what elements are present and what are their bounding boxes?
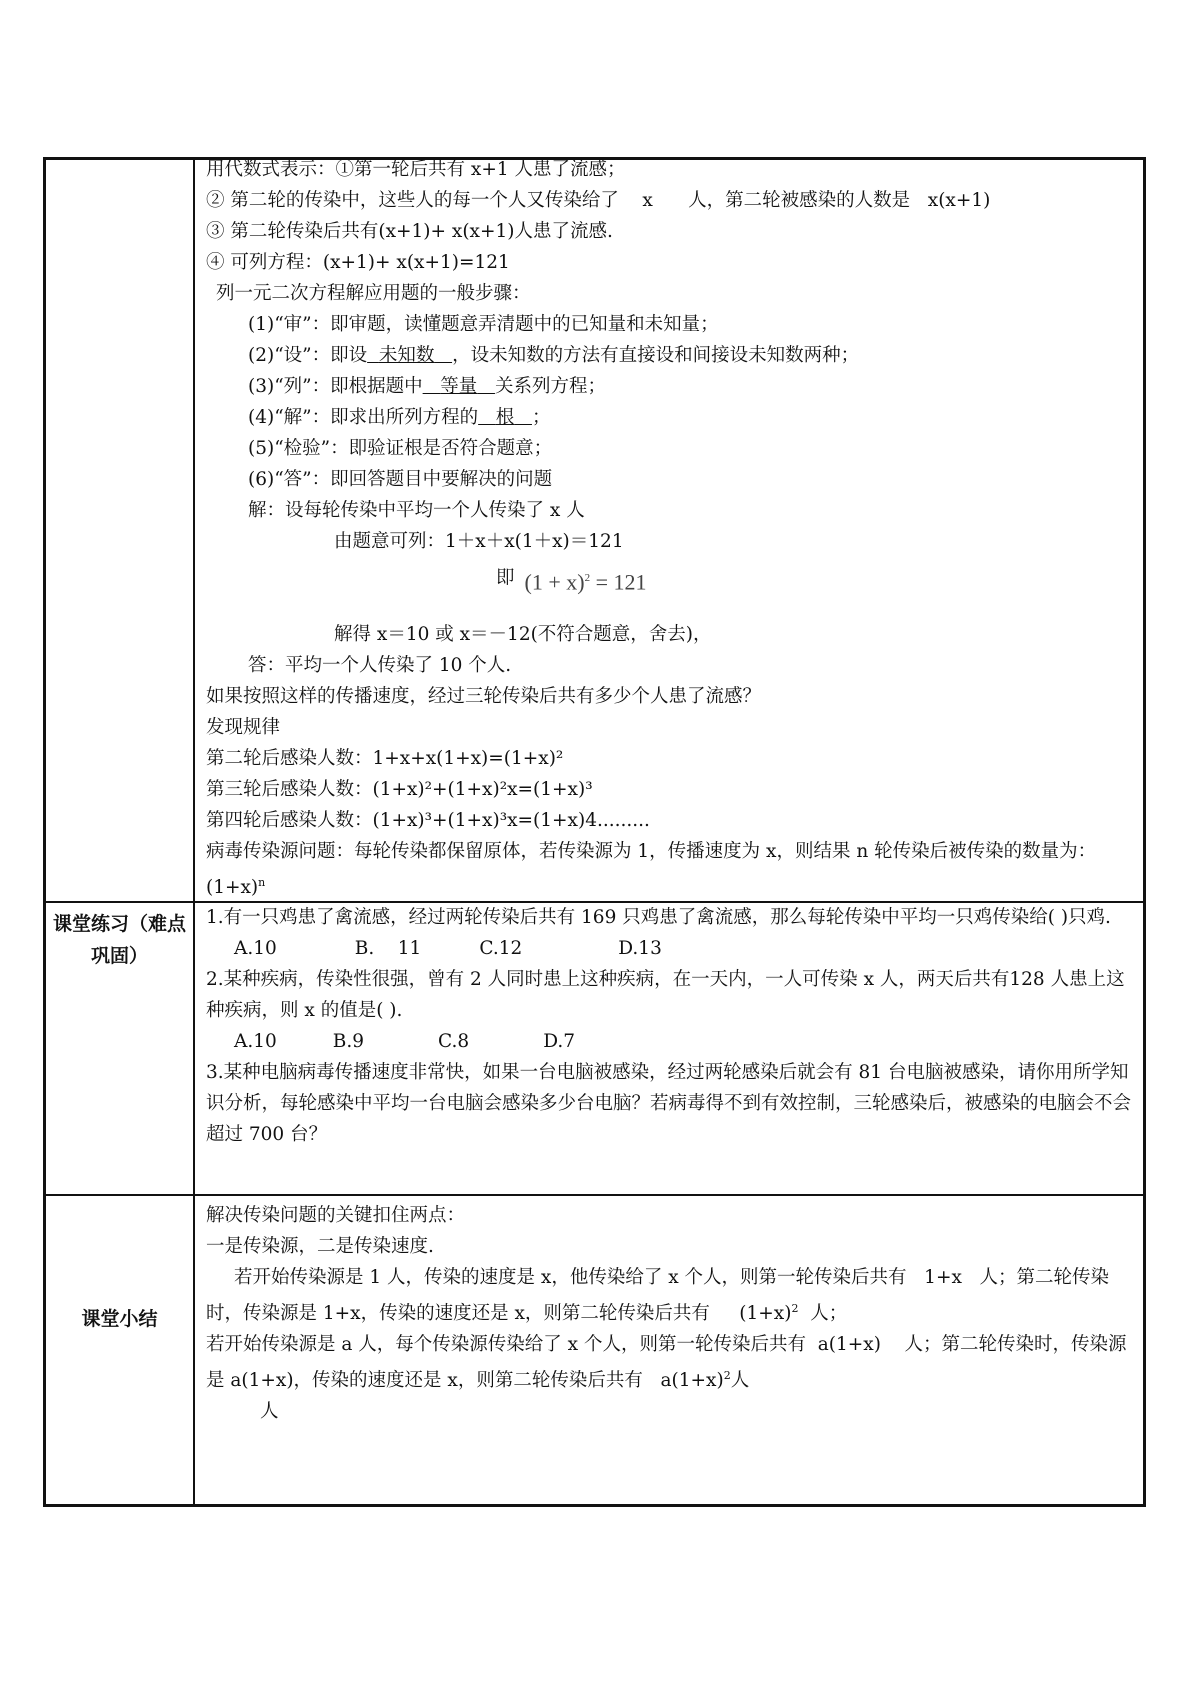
summary-line: 解决传染问题的关键扣住两点：: [206, 1205, 466, 1226]
options-1: A.10 B. 11 C.12 D.13: [234, 938, 662, 959]
steps-title: 列一元二次方程解应用题的一般步骤：: [216, 283, 531, 304]
step-2: (2)“设”：即设 未知数 ，设未知数的方法有直接设和间接设未知数两种；: [248, 345, 860, 366]
question: 如果按照这样的传播速度，经过三轮传染后共有多少个人患了流感？: [206, 686, 762, 707]
rule-title: 发现规律: [206, 717, 281, 738]
row-divider: [46, 1194, 1143, 1196]
text-line: ② 第二轮的传染中，这些人的每一个人又传染给了 x 人，第二轮被感染的人数是 x(x+1): [206, 190, 991, 211]
section1-content: [206, 154, 1135, 903]
step-4: (4)“解”：即求出所列方程的 根 ；: [248, 407, 551, 428]
step-1: (1)“审”：即审题，读懂题意弄清题中的已知量和未知量；: [248, 314, 719, 335]
solution-answer: 答：平均一个人传染了 10 个人.: [248, 655, 512, 676]
summary-line: 若开始传染源是 1 人，传染的速度是 x，他传染给了 x 个人，则第一轮传染后共有 1+x 人；第二轮传染时，传染源是 1+x，传染的速度还是 x，则第二轮传染后共有 $(1+x)^2$ 人；: [206, 1267, 1110, 1325]
text-line: ④ 可列方程：(x+1)+ x(x+1)=121: [206, 252, 510, 273]
section2-content: [206, 902, 1135, 1150]
virus-text: 病毒传染源问题：每轮传染都保留原体，若传染源为 1，传播速度为 x，则结果 n 轮传染后被传染的数量为：$(1+x)^n$: [206, 841, 1097, 899]
text-line: 用代数式表示：①第一轮后共有 x+1 人患了流感；: [206, 159, 626, 180]
section3-content: [206, 1200, 1135, 1427]
column-divider: [193, 160, 195, 1504]
solution-equation: 由题意可列：1＋x＋x(1＋x)＝121: [334, 531, 624, 552]
options-2: A.10 B.9 C.8 D.7: [234, 1031, 576, 1052]
summary-line: 一是传染源，二是传染速度.: [206, 1236, 434, 1257]
text-line: ③ 第二轮传染后共有(x+1)+ x(x+1)人患了流感.: [206, 221, 613, 242]
step-3: (3)“列”：即根据题中 等量 关系列方程；: [248, 376, 606, 397]
rule-line: 第四轮后感染人数：(1+x)³+(1+x)³x=(1+x)4.........: [206, 810, 650, 831]
section2-label: 课堂练习（难点巩固）: [52, 913, 186, 967]
solution-result: 解得 x＝10 或 x＝－12(不符合题意，舍去)，: [334, 624, 712, 645]
formula-image: $(1 + x)^2 = 121$: [524, 569, 647, 595]
step-6: (6)“答”：即回答题目中要解决的问题: [248, 469, 553, 490]
solution-setup: 解：设每轮传染中平均一个人传染了 x 人: [248, 500, 585, 521]
lesson-table: [43, 157, 1146, 1507]
step-5: (5)“检验”：即验证根是否符合题意；: [248, 438, 553, 459]
summary-line: 若开始传染源是 a 人，每个传染源传染给了 x 个人，则第一轮传染后共有 a(1+x) 人；第二轮传染时，传染源是 a(1+x)，传染的速度还是 x，则第二轮传染后共有 $a(1+x)^2$人: [206, 1334, 1127, 1392]
question-3: 3.某种电脑病毒传播速度非常快，如果一台电脑被感染，经过两轮感染后就会有 81 台电脑被感染，请你用所学知识分析，每轮感染中平均一台电脑会感染多少台电脑？若病毒得不到有效控制，三轮感染后，被感染的电脑会不会超过 700 台？: [206, 1062, 1132, 1145]
rule-line: 第三轮后感染人数：(1+x)²+(1+x)²x=(1+x)³: [206, 779, 593, 800]
summary-line: 人: [260, 1401, 279, 1423]
section3-label: 课堂小结: [81, 1308, 158, 1330]
solution-formula: 即 $(1 + x)^2 = 121$: [206, 557, 1135, 599]
question-1: 1.有一只鸡患了禽流感，经过两轮传染后共有 169 只鸡患了禽流感，那么每轮传染中平均一只鸡传染给( )只鸡.: [206, 907, 1111, 928]
question-2: 2.某种疾病，传染性很强，曾有 2 人同时患上这种疾病，在一天内，一人可传染 x 人，两天后共有128 人患上这种疾病，则 x 的值是( ).: [206, 969, 1125, 1021]
rule-line: 第二轮后感染人数：1+x+x(1+x)=(1+x)²: [206, 748, 564, 769]
